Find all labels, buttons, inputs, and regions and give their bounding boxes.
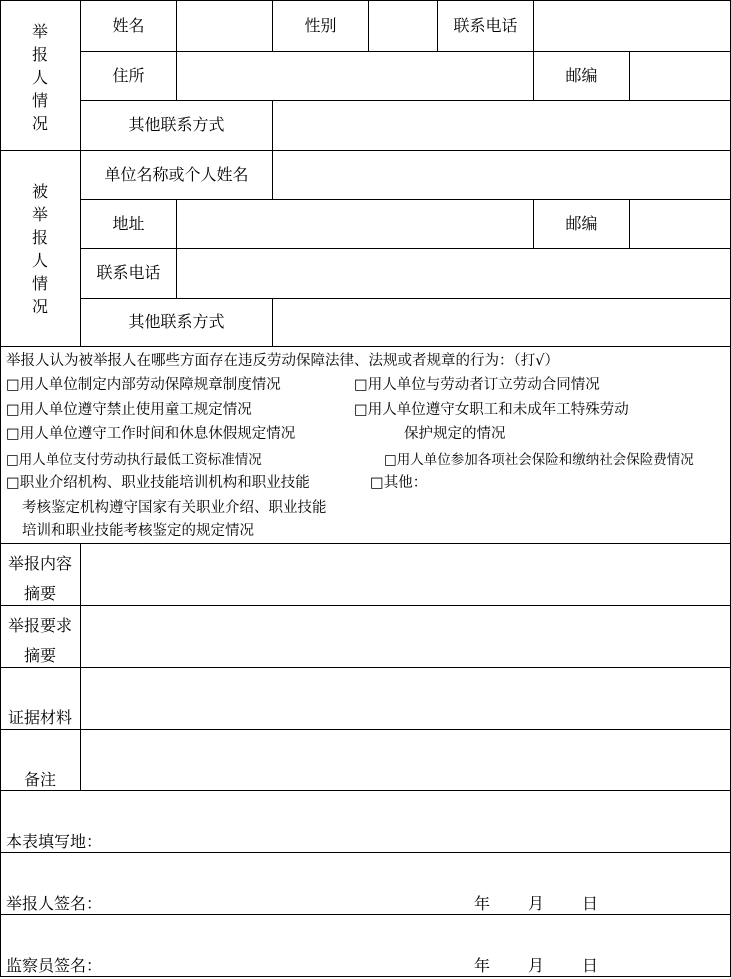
violation-checkbox-social-insurance[interactable]: □用人单位参加各项社会保险和缴纳社会保险费情况 [384, 452, 694, 468]
reporter-signature-field[interactable] [110, 853, 460, 914]
inspector-signature-label: 监察员签名： [6, 956, 103, 975]
grid-line [0, 346, 731, 347]
reporter-phone-label: 联系电话 [453, 16, 518, 35]
violation-checkbox-child-labor[interactable]: □用人单位遵守禁止使用童工规定情况 [6, 402, 252, 418]
reporter-signature-label: 举报人签名： [6, 894, 103, 913]
fill-place-label: 本表填写地： [6, 832, 103, 851]
inspector-signature-year: 年 [474, 956, 491, 975]
content-summary-label: 举报内容 [7, 554, 72, 573]
reporter-other-contact-field[interactable] [273, 101, 730, 150]
grid-line [0, 976, 731, 977]
reporter-signature-day: 日 [582, 894, 599, 913]
inspector-signature-day: 日 [582, 956, 599, 975]
evidence-label: 证据材料 [7, 708, 72, 727]
reported-postcode-field[interactable] [630, 200, 730, 248]
violation-checkbox-agencies[interactable]: □职业介绍机构、职业技能培训机构和职业技能 [6, 475, 310, 491]
reporter-other-contact-label: 其他联系方式 [128, 115, 225, 134]
reported-address-field[interactable] [177, 200, 533, 248]
reported-phone-label: 联系电话 [96, 263, 161, 282]
reporter-gender-field[interactable] [369, 1, 437, 51]
reporter-signature-year: 年 [474, 894, 491, 913]
reporter-address-field[interactable] [177, 52, 533, 100]
violation-checkbox-female-minor[interactable]: □用人单位遵守女职工和未成年工特殊劳动 [354, 402, 629, 418]
reporter-section-label: 举报人情况 [31, 22, 48, 133]
fill-place-field[interactable] [110, 791, 730, 852]
inspector-signature-month: 月 [528, 956, 545, 975]
reported-other-contact-field[interactable] [273, 299, 730, 346]
violation-checkbox-other[interactable]: □其他： [370, 475, 428, 491]
evidence-field[interactable] [81, 668, 730, 729]
remarks-field[interactable] [81, 730, 730, 790]
reported-unit-name-field[interactable] [273, 151, 730, 199]
violation-checkbox-work-hours[interactable]: □用人单位遵守工作时间和休息休假规定情况 [6, 426, 296, 442]
violation-checkbox-contract[interactable]: □用人单位与劳动者订立劳动合同情况 [354, 377, 600, 393]
reported-address-label: 地址 [112, 214, 145, 233]
violation-item-continuation: 培训和职业技能考核鉴定的规定情况 [22, 523, 254, 539]
request-summary-field[interactable] [81, 606, 730, 667]
reporter-signature-month: 月 [528, 894, 545, 913]
reporter-gender-label: 性别 [304, 16, 337, 35]
violation-item-continuation: 保护规定的情况 [404, 426, 506, 442]
reported-phone-field[interactable] [177, 249, 730, 298]
reported-other-contact-label: 其他联系方式 [128, 312, 225, 331]
reported-section-label: 被举报人情况 [31, 182, 48, 316]
request-summary-label: 举报要求 [7, 616, 72, 635]
reported-unit-name-label: 单位名称或个人姓名 [104, 165, 249, 184]
inspector-signature-field[interactable] [110, 915, 460, 976]
remarks-label: 备注 [23, 770, 56, 789]
violations-intro: 举报人认为被举报人在哪些方面存在违反劳动保障法律、法规或者规章的行为：（打√） [6, 353, 559, 369]
reporter-postcode-field[interactable] [630, 52, 730, 100]
violation-checkbox-min-wage[interactable]: □用人单位支付劳动执行最低工资标准情况 [6, 452, 262, 468]
reporter-name-label: 姓名 [112, 16, 145, 35]
violation-checkbox-rules[interactable]: □用人单位制定内部劳动保障规章制度情况 [6, 377, 281, 393]
reporter-phone-field[interactable] [534, 1, 730, 51]
grid-line [0, 0, 1, 977]
violation-item-continuation: 考核鉴定机构遵守国家有关职业介绍、职业技能 [22, 500, 327, 516]
reporter-name-field[interactable] [177, 1, 272, 51]
reporter-postcode-label: 邮编 [565, 66, 598, 85]
content-summary-label-line2: 摘要 [23, 584, 56, 603]
reported-postcode-label: 邮编 [565, 214, 598, 233]
reporter-address-label: 住所 [112, 66, 145, 85]
request-summary-label-line2: 摘要 [23, 646, 56, 665]
content-summary-field[interactable] [81, 544, 730, 605]
